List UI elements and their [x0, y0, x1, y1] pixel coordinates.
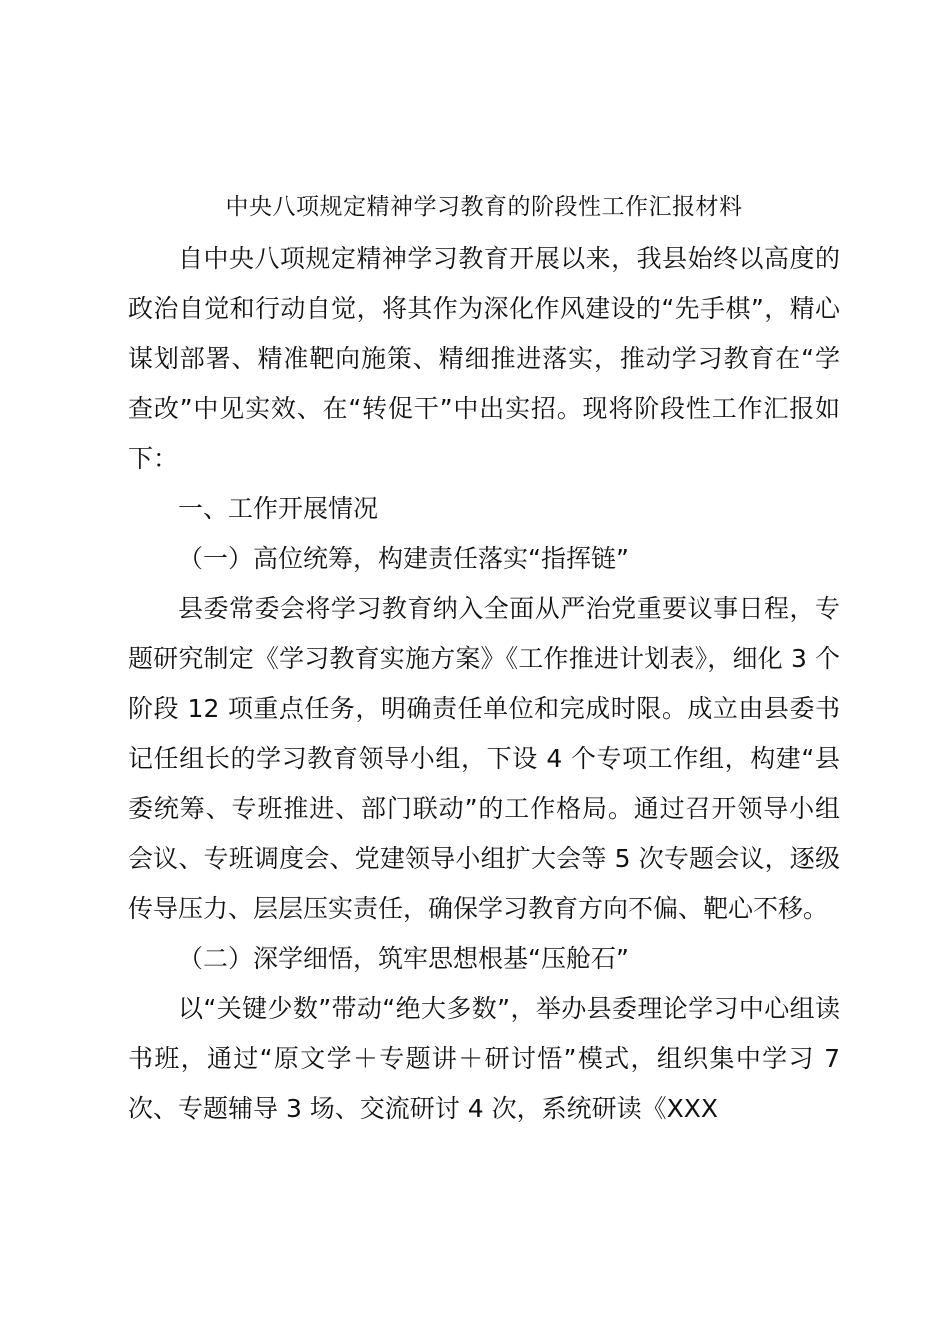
body-paragraph-2: 以“关键少数”带动“绝大多数”，举办县委理论学习中心组读书班，通过“原文学＋专题讲＋研讨悟”模式，组织集中学习 7 次、专题辅导 3 场、交流研讨 4 次，系统研读《XXX	[128, 994, 840, 1123]
body-paragraph-1: 县委常委会将学习教育纳入全面从严治党重要议事日程，专题研究制定《学习教育实施方案》《工作推进计划表》，细化 3 个阶段 12 项重点任务，明确责任单位和完成时限。成立由县委书记任组长的学习教育领导小组，下设 4 个专项工作组，构建“县委统筹、专班推进、部门联动”的工作格局。通过召开领导小组会议、专班调度会、党建领导小组扩大会等 5 次专题会议，逐级传导压力、层层压实责任，确保学习教育方向不偏、靶心不移。	[128, 594, 840, 923]
document-body	[128, 185, 840, 1134]
intro-paragraph: 自中央八项规定精神学习教育开展以来，我县始终以高度的政治自觉和行动自觉，将其作为深化作风建设的“先手棋”，精心谋划部署、精准靶向施策、精细推进落实，推动学习教育在“学查改”中见实效、在“转促干”中出实招。现将阶段性工作汇报如下：	[128, 244, 840, 473]
subsection-heading-2: （二）深学细悟，筑牢思想根基“压舱石”	[178, 944, 629, 973]
section-heading-work-progress: 一、工作开展情况	[178, 494, 379, 523]
subsection-heading-1: （一）高位统筹，构建责任落实“指挥链”	[178, 544, 629, 573]
document-title: 中央八项规定精神学习教育的阶段性工作汇报材料	[225, 194, 743, 220]
